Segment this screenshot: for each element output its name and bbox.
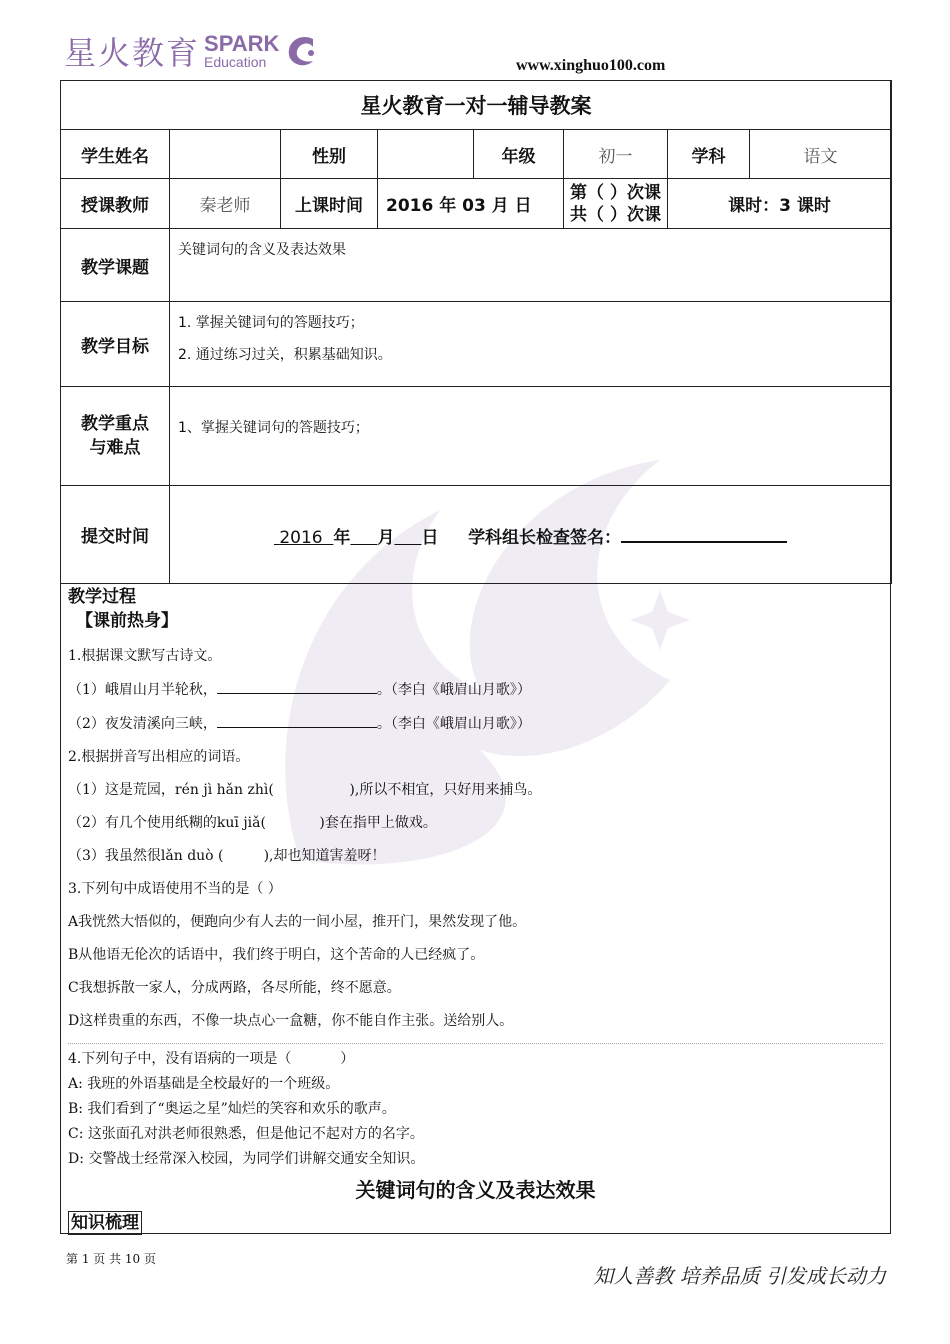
- question-4-option-a: A: 我班的外语基础是全校最好的一个班级。: [68, 1076, 340, 1092]
- goal-item: 1. 掌握关键词句的答题技巧；: [178, 315, 364, 331]
- question-2-2: （2）有几个使用纸糊的kuī jiǎ( )套在指甲上做戏。: [68, 815, 437, 831]
- submit-year-unit: 年: [333, 528, 351, 548]
- submit-time-label: 提交时间: [61, 486, 170, 584]
- website-url[interactable]: www.xinghuo100.com: [516, 57, 666, 74]
- goal-label: 教学目标: [61, 302, 170, 387]
- logo-chinese: 星火教育: [64, 34, 201, 72]
- submit-month-blank: [350, 528, 377, 548]
- goal-list: [170, 302, 892, 387]
- brand-logo: [64, 28, 323, 74]
- page-title: 星火教育一对一辅导教案: [61, 81, 892, 130]
- q1-2-text: （2）夜发清溪向三峡，: [68, 716, 217, 732]
- logo-english: [204, 33, 279, 69]
- question-3: 3.下列句中成语使用不当的是（ ）: [68, 881, 282, 897]
- question-1-1: [68, 679, 883, 700]
- class-time-value: 2016 年 03 月 日: [378, 179, 564, 229]
- class-time-label: 上课时间: [281, 179, 378, 229]
- subject-value: 语文: [750, 130, 892, 179]
- q1-2-source: 。（李白《峨眉山月歌》）: [376, 716, 531, 732]
- question-1-2: [68, 713, 883, 734]
- question-4-option-b: B: 我们看到了“奥运之星”灿烂的笑容和欢乐的歌声。: [68, 1101, 396, 1117]
- signature-blank: [621, 521, 787, 543]
- key-points-value: 1、掌握关键词句的答题技巧；: [170, 387, 892, 486]
- question-2-3: （3）我虽然很lǎn duò ( ),却也知道害羞呀！: [68, 848, 386, 864]
- question-3-option-c: C我想拆散一家人，分成两路，各尽所能，终不愿意。: [68, 980, 401, 996]
- student-name-label: 学生姓名: [61, 130, 170, 179]
- question-2: 2.根据拼音写出相应的词语。: [68, 749, 250, 765]
- goal-item: 2. 通过练习过关，积累基础知识。: [178, 347, 392, 363]
- submit-month: 月: [377, 528, 395, 548]
- question-4: 4.下列句子中，没有语病的一项是（ ）: [68, 1051, 355, 1067]
- teacher-value: 秦老师: [170, 179, 281, 229]
- question-3-option-a: A我恍然大悟似的，便跑向少有人去的一间小屋，推开门，果然发现了他。: [68, 914, 527, 930]
- process-title: 教学过程: [68, 587, 136, 607]
- session-total: 共（ ）次课: [570, 204, 661, 225]
- grade-value: 初一: [564, 130, 668, 179]
- grade-label: 年级: [474, 130, 564, 179]
- answer-blank: [217, 679, 377, 694]
- submit-day-blank: [394, 528, 421, 548]
- topic-label: 教学课题: [61, 229, 170, 302]
- key-points-label: [61, 387, 170, 486]
- question-2-1: （1）这是荒园，rén jì hǎn zhì( ),所以不相宜，只好用来捕鸟。: [68, 782, 542, 798]
- answer-blank: [217, 713, 377, 728]
- question-4-option-d: D: 交警战士经常深入校园，为同学们讲解交通安全知识。: [68, 1151, 425, 1167]
- question-3-option-b: B从他语无伦次的话语中，我们终于明白，这个苦命的人已经疯了。: [68, 947, 485, 963]
- knowledge-heading: 知识梳理: [68, 1211, 142, 1235]
- key-points-label-line2: 与难点: [89, 438, 141, 458]
- question-3-option-d: D这样贵重的东西，不像一块点心一盒糖，你不能自作主张。送给别人。: [68, 1013, 514, 1029]
- lesson-info-table: [60, 80, 892, 584]
- q1-1-source: 。（李白《峨眉山月歌》）: [376, 682, 531, 698]
- submit-year: 2016: [279, 528, 323, 548]
- question-4-option-c: C: 这张面孔对洪老师很熟悉，但是他记不起对方的名字。: [68, 1126, 424, 1142]
- divider: [68, 1043, 883, 1044]
- gender-value: [378, 130, 474, 179]
- page-number: 第 1 页 共 10 页: [66, 1252, 156, 1266]
- submit-day: 日: [421, 528, 439, 548]
- spark-swirl-icon: [283, 31, 323, 71]
- gender-label: 性别: [281, 130, 378, 179]
- teacher-label: 授课教师: [61, 179, 170, 229]
- teaching-process: [68, 585, 883, 1169]
- subject-label: 学科: [668, 130, 750, 179]
- warmup-title: 【课前热身】: [76, 611, 178, 631]
- q1-1-text: （1）峨眉山月半轮秋，: [68, 682, 217, 698]
- submit-sign-label: 学科组长检查签名：: [468, 528, 622, 548]
- session-current: 第（ ）次课: [570, 182, 661, 203]
- footer-slogan: 知人善教 培养品质 引发成长动力: [593, 1264, 886, 1288]
- class-hours: 课时：3 课时: [668, 179, 892, 229]
- logo-education: Education: [204, 54, 267, 70]
- question-1: 1.根据课文默写古诗文。: [68, 648, 222, 664]
- session-count: [564, 179, 668, 229]
- topic-value: 关键词句的含义及表达效果: [170, 229, 892, 302]
- student-name-value: [170, 130, 281, 179]
- section-heading: 关键词句的含义及表达效果: [355, 1178, 596, 1202]
- key-points-label-line1: 教学重点: [81, 414, 149, 434]
- submit-time-row: [170, 486, 892, 584]
- logo-spark: SPARK: [204, 31, 280, 56]
